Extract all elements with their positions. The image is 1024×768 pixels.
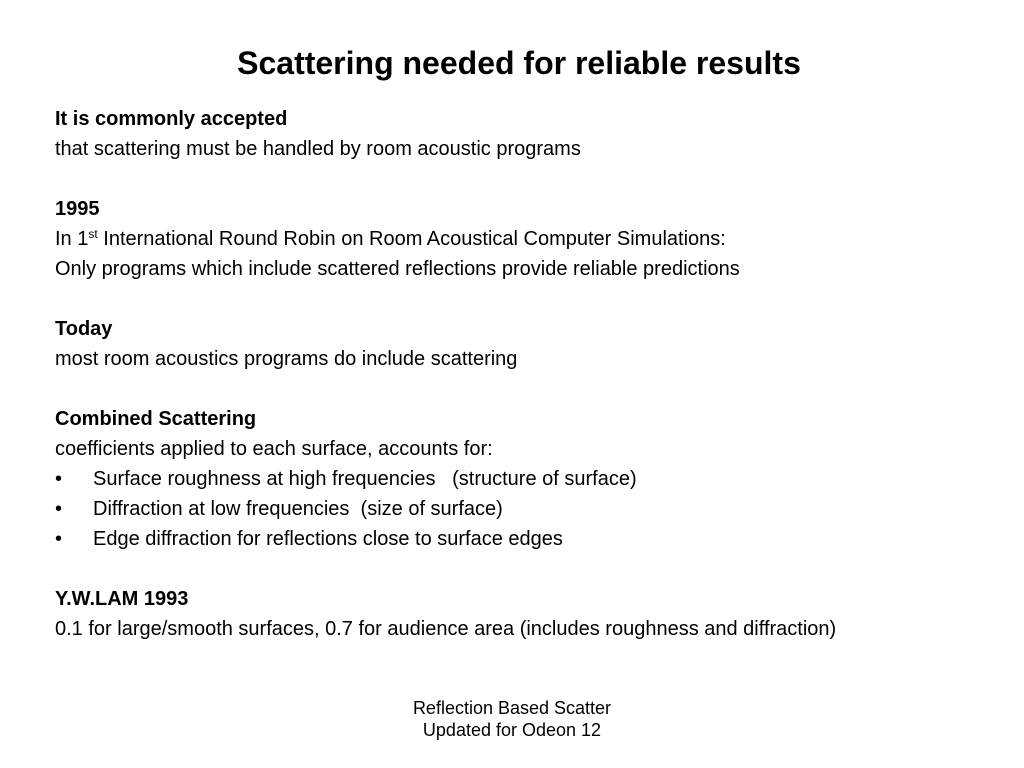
text-fragment: In 1: [55, 228, 89, 250]
footer-line: Updated for Odeon 12: [422, 720, 602, 740]
bullet-item: [55, 524, 1015, 554]
section-heading-accepted: It is commonly accepted: [55, 108, 288, 130]
section-text-1995-line2: Only programs which include scattered reflections provide reliable predictions: [55, 258, 740, 280]
section-heading-today: Today: [55, 318, 113, 340]
section-text-today: most room acoustics programs do include scattering: [55, 348, 518, 370]
bullet-icon: •: [55, 528, 63, 550]
spacer: [55, 164, 1015, 194]
superscript: st: [88, 227, 98, 241]
section-text-combined: coefficients applied to each surface, accounts for:: [55, 438, 493, 460]
section-text-lam: 0.1 for large/smooth surfaces, 0.7 for audience area (includes roughness and diffraction): [55, 618, 837, 640]
section-heading-lam: Y.W.LAM 1993: [55, 588, 189, 610]
spacer: [55, 284, 1015, 314]
section-heading-1995: 1995: [55, 198, 100, 220]
section-heading-combined: Combined Scattering: [55, 408, 257, 430]
slide-body: [55, 104, 1015, 644]
spacer: [55, 374, 1015, 404]
footer-line: Reflection Based Scatter: [412, 698, 612, 718]
bullet-text: Surface roughness at high frequencies (structure of surface): [93, 468, 637, 490]
bullet-item: [55, 494, 1015, 524]
section-text-accepted: that scattering must be handled by room acoustic programs: [55, 138, 581, 160]
text-fragment: International Round Robin on Room Acoustical Computer Simulations:: [97, 228, 726, 250]
bullet-text: Diffraction at low frequencies (size of surface): [93, 498, 503, 520]
slide-footer: [362, 697, 662, 741]
bullet-item: [55, 464, 1015, 494]
bullet-text: Edge diffraction for reflections close to surface edges: [93, 528, 563, 550]
spacer: [55, 554, 1015, 584]
section-text-1995-line1: [55, 224, 1015, 254]
bullet-icon: •: [55, 468, 63, 490]
slide-title: Scattering needed for reliable results: [237, 45, 801, 81]
bullet-icon: •: [55, 498, 63, 520]
